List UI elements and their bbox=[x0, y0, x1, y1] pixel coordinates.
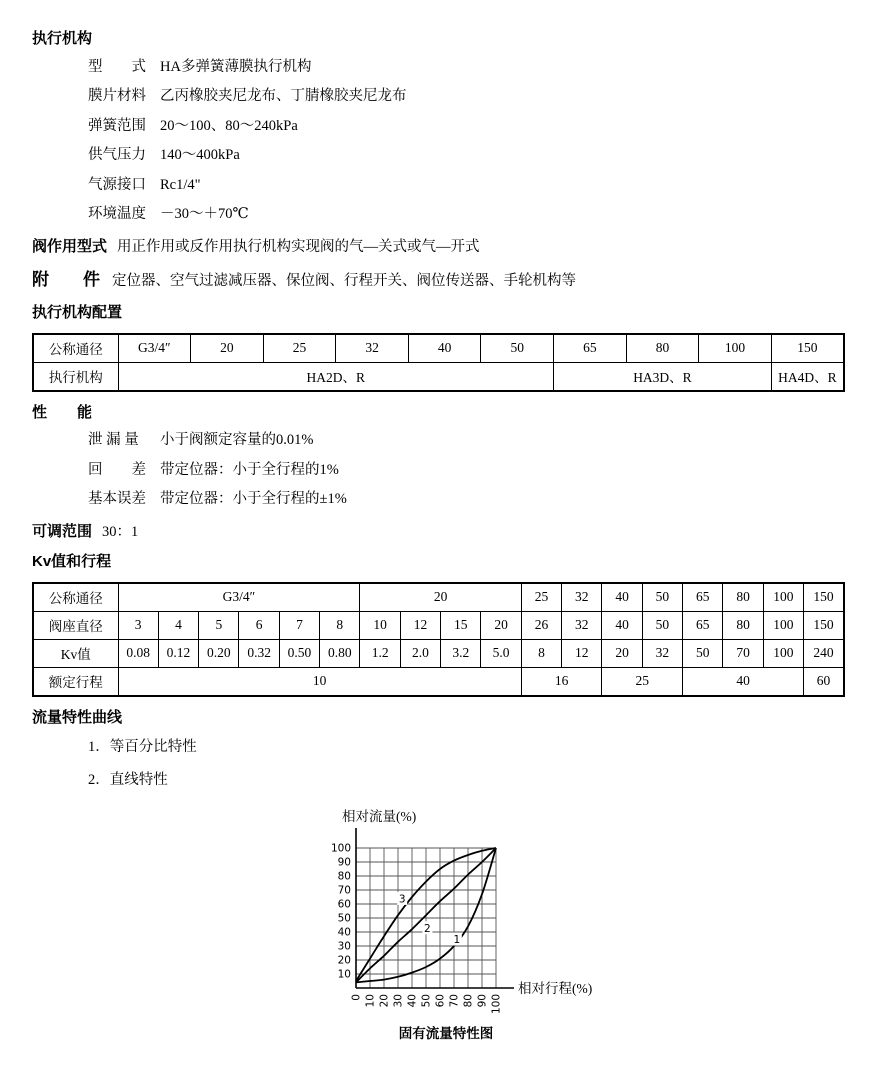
spec-row-supply-pressure bbox=[88, 141, 845, 171]
spec-row-basic-error bbox=[88, 485, 845, 515]
adjustable-range-value: 30：1 bbox=[102, 523, 139, 540]
table-cell: 7 bbox=[279, 611, 319, 639]
flow-chart-block bbox=[32, 803, 845, 1048]
table-cell: 150 bbox=[804, 583, 844, 612]
table-cell: 50 bbox=[683, 639, 723, 667]
spec-row-spring-range bbox=[88, 112, 845, 142]
table-cell: 25 bbox=[602, 667, 683, 696]
svg-text:3: 3 bbox=[398, 893, 406, 906]
table-row bbox=[33, 334, 844, 363]
svg-text:50: 50 bbox=[337, 912, 351, 925]
svg-text:2: 2 bbox=[424, 923, 431, 936]
table-row bbox=[33, 611, 844, 639]
table-cell: 40 bbox=[408, 334, 481, 363]
svg-text:70: 70 bbox=[448, 994, 461, 1008]
actuator-spec-list bbox=[32, 53, 845, 230]
svg-text:20: 20 bbox=[337, 954, 351, 967]
svg-text:60: 60 bbox=[337, 898, 351, 911]
spec-term: 膜片材料 bbox=[88, 88, 146, 105]
svg-text:1: 1 bbox=[453, 934, 461, 947]
accessories-text: 定位器、空气过滤减压器、保位阀、行程开关、阀位传送器、手轮机构等 bbox=[112, 272, 576, 289]
accessories-line bbox=[32, 263, 845, 298]
table-cell: 6 bbox=[239, 611, 279, 639]
table-row bbox=[33, 639, 844, 667]
table-cell: 16 bbox=[521, 667, 602, 696]
kv-heading: Kv值和行程 bbox=[32, 552, 112, 570]
table-cell: 3 bbox=[118, 611, 158, 639]
table-cell: 8 bbox=[521, 639, 561, 667]
row-header: Kv值 bbox=[33, 639, 118, 667]
svg-text:20: 20 bbox=[378, 994, 391, 1008]
table-cell: 100 bbox=[763, 583, 803, 612]
table-cell: 12 bbox=[400, 611, 440, 639]
table-cell: HA3D、R bbox=[554, 362, 772, 391]
table-cell: 0.20 bbox=[199, 639, 239, 667]
spec-term: 泄 漏 量 bbox=[88, 432, 139, 449]
svg-text:100: 100 bbox=[490, 994, 503, 1015]
chart-caption: 固有流量特性图 bbox=[398, 1026, 494, 1042]
actuator-heading: 执行机构 bbox=[32, 30, 93, 47]
svg-text:30: 30 bbox=[392, 994, 405, 1008]
table-cell: 10 bbox=[118, 667, 521, 696]
table-cell: 10 bbox=[360, 611, 400, 639]
accessories-label: 附 件 bbox=[32, 269, 100, 289]
svg-text:30: 30 bbox=[337, 940, 351, 953]
table-cell: 0.08 bbox=[118, 639, 158, 667]
table-cell: 65 bbox=[683, 611, 723, 639]
row-header: 公称通径 bbox=[33, 583, 118, 612]
table-cell: 32 bbox=[336, 334, 409, 363]
svg-text:60: 60 bbox=[434, 994, 447, 1008]
spec-row-type bbox=[88, 53, 845, 83]
spec-term: 供气压力 bbox=[88, 147, 146, 164]
table-cell: 20 bbox=[360, 583, 521, 612]
table-cell: 65 bbox=[554, 334, 627, 363]
spec-term: 环境温度 bbox=[88, 206, 146, 223]
svg-text:90: 90 bbox=[337, 856, 351, 869]
spec-term: 气源接口 bbox=[88, 176, 146, 193]
table-cell: 65 bbox=[683, 583, 723, 612]
actuator-config-heading: 执行机构配置 bbox=[32, 303, 123, 321]
spec-value: HA多弹簧薄膜执行机构 bbox=[160, 58, 312, 75]
table-cell: 50 bbox=[642, 611, 682, 639]
adjustable-range-label: 可调范围 bbox=[32, 522, 93, 540]
table-row bbox=[33, 362, 844, 391]
table-cell: 50 bbox=[642, 583, 682, 612]
table-cell: 80 bbox=[723, 583, 763, 612]
table-cell: 80 bbox=[626, 334, 699, 363]
table-cell: 5 bbox=[199, 611, 239, 639]
svg-text:100: 100 bbox=[330, 842, 351, 855]
table-cell: 40 bbox=[602, 611, 642, 639]
svg-text:80: 80 bbox=[462, 994, 475, 1008]
spec-row-air-connection bbox=[88, 171, 845, 201]
kv-stroke-table bbox=[32, 582, 845, 697]
table-cell: 5.0 bbox=[481, 639, 521, 667]
performance-spec-list bbox=[32, 426, 845, 515]
table-cell: 25 bbox=[263, 334, 336, 363]
table-cell: 100 bbox=[763, 639, 803, 667]
svg-text:0: 0 bbox=[350, 994, 363, 1001]
flow-heading: 流量特性曲线 bbox=[32, 708, 123, 726]
table-cell: 26 bbox=[521, 611, 561, 639]
table-cell: 32 bbox=[562, 611, 602, 639]
spec-row-leakage bbox=[88, 426, 845, 456]
svg-text:40: 40 bbox=[406, 994, 419, 1008]
spec-value: 乙丙橡胶夹尼龙布、丁腈橡胶夹尼龙布 bbox=[160, 88, 407, 105]
svg-text:70: 70 bbox=[337, 884, 351, 897]
table-cell: 1.2 bbox=[360, 639, 400, 667]
table-cell: 8 bbox=[320, 611, 360, 639]
table-cell: 0.80 bbox=[320, 639, 360, 667]
table-cell: 100 bbox=[699, 334, 772, 363]
table-cell: HA2D、R bbox=[118, 362, 554, 391]
table-cell: 20 bbox=[602, 639, 642, 667]
table-cell: 0.12 bbox=[158, 639, 198, 667]
svg-text:10: 10 bbox=[364, 994, 377, 1008]
table-cell: 32 bbox=[562, 583, 602, 612]
table-cell: 20 bbox=[191, 334, 264, 363]
row-header: 额定行程 bbox=[33, 667, 118, 696]
table-cell: 240 bbox=[804, 639, 844, 667]
spec-term: 弹簧范围 bbox=[88, 117, 146, 134]
spec-value: 20～100、80～240kPa bbox=[160, 117, 298, 134]
table-row bbox=[33, 583, 844, 612]
adjustable-range-line bbox=[32, 517, 845, 547]
spec-row-hysteresis bbox=[88, 456, 845, 486]
table-cell: 0.50 bbox=[279, 639, 319, 667]
table-cell: 4 bbox=[158, 611, 198, 639]
table-cell: 3.2 bbox=[441, 639, 481, 667]
row-header: 执行机构 bbox=[33, 362, 118, 391]
table-cell: 2.0 bbox=[400, 639, 440, 667]
table-cell: 50 bbox=[481, 334, 554, 363]
actuator-config-table bbox=[32, 333, 845, 392]
table-cell: 60 bbox=[804, 667, 844, 696]
row-header: 阀座直径 bbox=[33, 611, 118, 639]
row-header: 公称通径 bbox=[33, 334, 118, 363]
spec-value: 带定位器：小于全行程的±1% bbox=[160, 491, 347, 508]
valve-action-text: 用正作用或反作用执行机构实现阀的气—关式或气—开式 bbox=[117, 238, 480, 255]
table-row bbox=[33, 667, 844, 696]
spec-value: Rc1/4" bbox=[160, 176, 201, 193]
flow-item-equal-percentage: 1．等百分比特性 bbox=[88, 739, 197, 756]
spec-term: 型 式 bbox=[88, 58, 146, 75]
valve-action-line bbox=[32, 232, 845, 262]
table-cell: G3/4″ bbox=[118, 334, 191, 363]
chart-y-axis-label: 相对流量(%) bbox=[342, 809, 417, 825]
svg-text:50: 50 bbox=[420, 994, 433, 1008]
table-cell: 0.32 bbox=[239, 639, 279, 667]
table-cell: 80 bbox=[723, 611, 763, 639]
spec-value: 140～400kPa bbox=[160, 147, 240, 164]
spec-value: 带定位器：小于全行程的1% bbox=[160, 461, 339, 478]
table-cell: 15 bbox=[441, 611, 481, 639]
flow-characteristic-chart bbox=[306, 803, 606, 1048]
spec-value: －30～＋70℃ bbox=[160, 206, 249, 223]
table-cell: 70 bbox=[723, 639, 763, 667]
svg-text:10: 10 bbox=[337, 968, 351, 981]
table-cell: 40 bbox=[683, 667, 804, 696]
spec-value: 小于阀额定容量的0.01% bbox=[160, 432, 314, 449]
spec-row-ambient-temp bbox=[88, 200, 845, 230]
spec-term: 回 差 bbox=[88, 461, 146, 478]
table-cell: 32 bbox=[642, 639, 682, 667]
table-cell: 40 bbox=[602, 583, 642, 612]
spec-row-diaphragm bbox=[88, 82, 845, 112]
flow-item-linear: 2．直线特性 bbox=[88, 772, 168, 789]
performance-heading: 性 能 bbox=[32, 403, 93, 421]
table-cell: HA4D、R bbox=[771, 362, 844, 391]
table-cell: 20 bbox=[481, 611, 521, 639]
valve-action-label: 阀作用型式 bbox=[32, 237, 108, 255]
table-cell: 100 bbox=[763, 611, 803, 639]
spec-term: 基本误差 bbox=[88, 491, 146, 508]
chart-x-axis-label: 相对行程(%) bbox=[518, 981, 593, 997]
table-cell: 150 bbox=[771, 334, 844, 363]
table-cell: 150 bbox=[804, 611, 844, 639]
table-cell: 25 bbox=[521, 583, 561, 612]
svg-text:40: 40 bbox=[337, 926, 351, 939]
svg-text:90: 90 bbox=[476, 994, 489, 1008]
svg-text:80: 80 bbox=[337, 870, 351, 883]
table-cell: 12 bbox=[562, 639, 602, 667]
table-cell: G3/4″ bbox=[118, 583, 360, 612]
